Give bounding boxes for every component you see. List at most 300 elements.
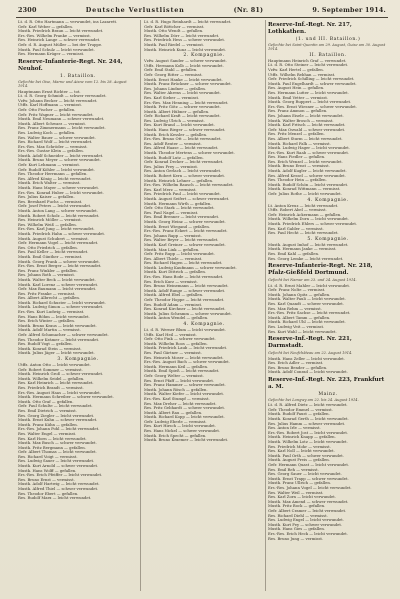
casualty-entry: Res. Walter Weil — vermisst.	[268, 490, 324, 495]
casualty-entry: Res. Theodor Herrmann — gefallen.	[18, 172, 88, 177]
casualty-entry: Gefr. Hermann Vogel — leicht verwundet.	[18, 241, 99, 246]
casualty-entry: Ers.-Res. August Haas — leicht verwundet.	[18, 390, 101, 395]
casualty-entry: Res. Paul Keller — leicht verwundet.	[18, 250, 89, 255]
casualty-entry: Res. Emil Reh — vermisst.	[268, 467, 319, 472]
casualty-entry: Res. Johann Roth — vermisst.	[18, 273, 76, 278]
casualty-entry: Res. Kurt Brand — leicht verwundet.	[144, 123, 215, 128]
casualty-entry: Ers.-Res. August Bach — schwer verwundet.	[144, 360, 230, 365]
casualty-entry: Res. Richard Hagen — leicht verwundet.	[144, 261, 223, 266]
casualty-entry: Lt. d. R. Otto Steiner — leicht verwundet.	[268, 63, 349, 68]
casualty-entry: Mustk. Ludwig Hager — leicht verwundet.	[268, 146, 351, 151]
casualty-entry: Mustk. Johann Opitz — gefallen.	[268, 292, 331, 297]
casualty-entry: Ers.-Res. Johann Pohl — leicht verwundet.	[18, 427, 100, 432]
casualty-entry: Res. Johann Lindner — gefallen.	[144, 86, 207, 91]
casualty-entry: Mustk. Walter Pauli — leicht verwundet.	[268, 297, 346, 302]
casualty-entry: Ers.-Res. Ernst Wiesner — schwer verwundet.	[268, 104, 357, 109]
casualty-entry: Res. Erich Winter — gefallen.	[18, 319, 76, 324]
casualty-entry: Res. Walter Ahrens — leicht verwundet.	[144, 91, 221, 96]
casualty-entry: Res. Albert Sturm — leicht verwundet.	[268, 136, 343, 141]
casualty-entry: Gefr. Georg Welter — vermisst.	[144, 373, 205, 378]
casualty-entry: Mustk. Walter Beck — leicht verwundet.	[18, 277, 96, 282]
casualty-entry: Vzfw. Karl Hertel — gefallen.	[268, 68, 324, 72]
casualty-entry: Res. Fritz Franke — vermisst.	[18, 291, 76, 296]
casualty-entry: Mustk. Robert Kern — schwer verwundet.	[144, 174, 226, 178]
casualty-entry: Res. Julius Frey — vermisst.	[144, 164, 199, 169]
casualty-entry: Ers.-Res. Wilhelm Rausch — leicht verwundet.	[144, 183, 234, 188]
company-heading: 4. Kompagnie.	[307, 197, 349, 203]
casualty-entry: Res. Georg Ziegler — leicht verwundet.	[18, 413, 95, 418]
casualty-entry: Mustk. Georg Heinz — schwer verwundet.	[144, 219, 226, 224]
casualty-entry: Res. Franz Winkler — gefallen.	[18, 268, 78, 273]
casualty-entry: Res. Hermann Lutter — leicht verwundet.	[268, 90, 349, 95]
casualty-entry: Res. Erich Adler — vermisst.	[268, 361, 324, 366]
casualty-entry: Mustk. Richard Kopp — leicht verwundet.	[144, 415, 225, 420]
casualty-entry: Res. Albert Thiele — vermisst.	[144, 256, 203, 261]
casualty-entry: Res. Alfred Kessel — schwer verwundet.	[268, 173, 346, 178]
casualty-entry: Mustk. Ernst Wiegand — gefallen.	[144, 224, 210, 229]
issue-number: (Nr. 81)	[233, 6, 264, 14]
casualty-entry: Ers.-Res. Erich Pfeiffer — leicht verwundet.	[18, 473, 103, 478]
regiment-heading: Reserve-Infanterie-Regt. Nr. 218, Pfalz-Gießfeld Dortmund.	[268, 263, 373, 277]
casualty-entry: Mustk. Walter Brosch — vermisst.	[268, 118, 334, 123]
casualty-entry: Mustk. Alfred Ebel — gefallen.	[144, 293, 204, 298]
casualty-entry: Res. Bruno Heinemann — leicht verwundet.	[144, 284, 229, 289]
casualty-entry: Res. Albert Albrecht — gefallen.	[18, 296, 81, 301]
casualty-entry: Mustk. Paul Riedel — vermisst.	[144, 42, 205, 47]
issue-date: 9. September 1914.	[312, 6, 386, 14]
casualty-entry: Mustk. Hans Zeller — leicht verwundet.	[268, 356, 346, 361]
casualty-entry: Gefr. Otto Fischer — gefallen.	[18, 107, 76, 112]
casualty-entry: Mustk. Adolf Schneider — leicht verwundet.	[18, 153, 104, 158]
casualty-entry: Ers.-Res. Max Henning — leicht verwundet.	[144, 100, 229, 105]
casualty-entry: Utffz. Wilhelm Rebhan — vermisst.	[268, 72, 336, 77]
casualty-entry: Mustk. Theodor Mertens — schwer verwundet.	[144, 151, 235, 156]
casualty-entry: Mustk. Adolf Hartwig — leicht verwundet.	[18, 482, 100, 487]
casualty-entry: Lt. Anton Kreuz — leicht verwundet.	[268, 203, 339, 208]
casualty-entry: Gefr. Paul Schulte — leicht verwundet.	[18, 404, 93, 409]
casualty-entry: Res. Friedrich Paul — leicht verwundet.	[144, 192, 221, 197]
casualty-entry: Res. Wilhelm Weiß — gefallen.	[18, 222, 77, 227]
casualty-entry: Res. Karl Heinrich — leicht verwundet.	[18, 381, 94, 386]
casualty-entry: Mustk. Richard Uhl — leicht verwundet.	[268, 320, 346, 325]
casualty-entry: Res. Ernst Pfaff — leicht verwundet.	[144, 378, 215, 383]
casualty-entry: Res. Emil Dietrich — vermisst.	[18, 408, 77, 413]
battle-note: Gefechte bei Saint-Quentin am 29. August, Guise am 30. August 1914.	[268, 43, 386, 52]
casualty-entry: Mustk. Max Busch — schwer verwundet.	[18, 441, 97, 446]
casualty-entry: Mustk. Adolf Martin — vermisst.	[18, 328, 81, 333]
casualty-entry: Mustk. Albert Schwarz — vermisst.	[18, 121, 87, 126]
casualty-entry: Lt. d. R. Werner Blum — leicht verwundet.	[144, 328, 226, 332]
casualty-entry: Res. Franz Ammon — gefallen.	[268, 109, 328, 114]
casualty-entry: Res. Ludwig Ulrich — vermisst.	[144, 118, 205, 123]
casualty-entry: Res. Franz Hammer — schwer verwundet.	[144, 383, 226, 388]
casualty-entry: Res. Paul Hecht — leicht verwundet.	[268, 231, 339, 236]
casualty-entry: Res. Karl Horn — leicht verwundet.	[18, 436, 87, 441]
casualty-entry: Gefr. Theodor Hoppe — leicht verwundet.	[144, 298, 225, 303]
casualty-entry: Mustk. Heinrich Knapp — gefallen.	[268, 435, 336, 440]
casualty-entry: Ers.-Res. Fritz Sachse — leicht verwundet.	[268, 311, 351, 316]
casualty-entry: Gefr. Albert Cramer — leicht verwundet.	[268, 508, 347, 513]
casualty-entry: Gefr. Otto Stark — leicht verwundet.	[144, 206, 215, 211]
casualty-entry: Mustk. Konrad Wittmann — vermisst.	[268, 187, 341, 192]
battle-note: Gefecht bei Neufchâteau am 22. August 1914.	[268, 351, 353, 356]
casualty-entry: Res. Theodor Hein — gefallen.	[268, 178, 327, 183]
casualty-entry: Mustk. Kurt Dittrich — gefallen.	[144, 270, 207, 275]
casualty-entry: Mustk. Albert Hübner — gefallen.	[144, 109, 210, 114]
casualty-entry: Gefr. Robert Sommer — vermisst.	[18, 367, 83, 372]
casualty-entry: Ers.-Res. Karl Jung — leicht verwundet.	[18, 227, 95, 232]
casualty-entry: Res. Paul Gärtner — vermisst.	[144, 350, 202, 355]
casualty-entry: Mustk. Georg Ruppert — leicht verwundet.	[268, 100, 352, 105]
casualty-entry: Mustk. Wilhelm Lotz — leicht verwundet.	[268, 440, 348, 445]
casualty-entry: Res. Bruno Jung — vermisst.	[268, 536, 324, 541]
casualty-entry: Gefr. Rudolf Köhler — leicht verwundet.	[18, 167, 96, 172]
column-1	[18, 20, 138, 593]
casualty-entry: Mustk. Kurt Fey — schwer verwundet.	[268, 522, 343, 527]
casualty-entry: Gefr. Karl Böttcher — vermisst.	[144, 24, 205, 29]
casualty-entry: Res. Hans Böhm — leicht verwundet.	[18, 314, 90, 319]
casualty-entry: Mustk. Hans Mayer — schwer verwundet.	[18, 186, 100, 191]
casualty-entry: Mustk. Bruno Kraemer — leicht verwundet.	[144, 438, 229, 443]
casualty-entry: Mustk. August Seifert — schwer verwundet.	[144, 196, 230, 201]
casualty-entry: Lt. d. R. Alfred Dietz — leicht verwundet.	[268, 403, 348, 408]
casualty-entry: Mustk. Walter Kiefer — leicht verwundet.	[144, 392, 225, 397]
casualty-entry: Mustk. Heinrich Kunz — leicht verwundet.	[144, 47, 227, 52]
casualty-entry: Mustk. Franz Ullrich — gefallen.	[268, 481, 332, 486]
casualty-entry: Res. Paul Nagel — vermisst.	[144, 210, 199, 215]
casualty-entry: Res. Bernhard Fuchs — vermisst.	[18, 199, 83, 204]
casualty-entry: Gefr. Konrad Decker — leicht verwundet.	[144, 160, 224, 165]
casualty-entry: Res. Walter Beyer — leicht verwundet.	[144, 238, 219, 243]
casualty-entry: Mustk. Friedrich Laub — leicht verwundet.	[144, 346, 228, 351]
casualty-entry: Mustk. Kurt Arnold — schwer verwundet.	[18, 464, 99, 469]
casualty-entry: Res. Bruno Ernst — vermisst.	[18, 477, 75, 482]
casualty-entry: Mustk. August Imhof — leicht verwundet.	[268, 242, 349, 247]
casualty-entry: Res. Bruno Bender — gefallen.	[268, 365, 328, 370]
casualty-entry: Mustk. Max Amend — schwer verwundet.	[268, 499, 349, 504]
casualty-entry: Res. Heinrich Moser — leicht verwundet.	[144, 355, 224, 360]
casualty-entry: Gefr. Otto Fink — schwer verwundet.	[144, 337, 216, 342]
company-heading: 3. Kompagnie.	[57, 357, 99, 362]
regiment-heading: Reserve-Infanterie-Regt. Nr. 244, Neuhof.	[18, 58, 123, 72]
battle-note: Gefecht bei Namur am 23. und 24. August 1914.	[268, 278, 357, 283]
casualty-entry: Res. Adolf Reuter — vermisst.	[144, 141, 202, 146]
casualty-entry: Res. Hermann Krüger — vermisst.	[18, 52, 85, 57]
casualty-entry: Mustk. Karl Lorenz — schwer verwundet.	[18, 282, 99, 287]
casualty-entry: Mustk. Friedrich Ehlers — schwer verwundet.	[268, 222, 358, 226]
casualty-entry: Res. Julius Kaiser — gefallen.	[18, 195, 75, 200]
casualty-entry: Mustk. Hans Gies — gefallen.	[268, 527, 326, 532]
casualty-entry: Lt. d. R. Georg Schmidt — schwer verwundet.	[18, 94, 107, 99]
casualty-entry: Res. Walter Bauer — schwer verwundet.	[18, 135, 96, 140]
casualty-entry: Res. Ludwig Engel — leicht verwundet.	[268, 518, 345, 523]
casualty-entry: Res. Heinrich Möller — vermisst.	[18, 218, 83, 223]
casualty-entry: Res. Friedrich Mohr — vermisst.	[268, 444, 331, 449]
casualty-entry: Mustk. Paul Schulz — leicht verwundet.	[18, 47, 95, 52]
casualty-entry: Mustk. Max Link — gefallen.	[144, 247, 200, 252]
casualty-entry: Vzfw. Johann Becker — leicht verwundet.	[18, 98, 98, 103]
casualty-entry: Res. Ludwig Veit — vermisst.	[268, 324, 325, 329]
casualty-entry: Mustk. Wilhelm Dorn — leicht verwundet.	[268, 217, 350, 222]
casualty-entry: Mustk. Heinrich Lehner — gefallen.	[144, 178, 214, 183]
casualty-entry: Res. Karl Quandt — schwer verwundet.	[268, 301, 345, 306]
casualty-entry: Ers.-Res. Bruno Ott — leicht verwundet.	[144, 137, 222, 142]
casualty-entry: Res. Max Dreher — leicht verwundet.	[144, 401, 217, 406]
casualty-entry: Res. Erich Wenzel — leicht verwundet.	[268, 159, 343, 164]
casualty-entry: Res. Anton Irle — vermisst.	[268, 426, 321, 431]
casualty-entry: Mustk. Robert Scholz — leicht verwundet.	[18, 213, 100, 218]
casualty-entry: Mustk. Adolf Runge — schwer verwundet.	[144, 288, 226, 293]
casualty-entry: Res. Emil Kahl — gefallen.	[268, 251, 320, 256]
casualty-entry: Res. Richard Wolf — leicht verwundet.	[18, 140, 93, 145]
regiment-heading: Reserve-Inf.-Regt. Nr. 223, Frankfurt a. M.	[268, 376, 385, 390]
casualty-entry: Mustk. Johann Rösch — gefallen.	[144, 387, 208, 392]
column-2	[144, 20, 264, 593]
casualty-entry: Res. Kurt Wahl — leicht verwundet.	[268, 329, 337, 334]
casualty-entry: Utffz. Karl Hoffmann — vermisst.	[18, 103, 83, 108]
casualty-entry: Res. Emil Brenner — leicht verwundet.	[144, 215, 220, 220]
casualty-entry: Mustk. Hermann Schreiber — schwer verwundet.	[18, 395, 114, 400]
casualty-entry: Mustk. Rudolf Faust — gefallen.	[268, 412, 330, 417]
casualty-entry: Gefr. Georg Ritter — vermisst.	[144, 72, 203, 77]
casualty-entry: Gefr. Emil Stahl — gefallen.	[144, 68, 198, 73]
casualty-entry: Mustk. Hans Rieger — schwer verwundet.	[144, 128, 226, 133]
casualty-entry: Gefr. Richard Kraft — leicht verwundet.	[144, 114, 221, 119]
casualty-entry: Res. Ludwig Koch — gefallen.	[18, 130, 76, 135]
page-header	[18, 4, 386, 16]
company-heading: II. Bataillon.	[309, 52, 347, 58]
casualty-entry: Mustk. Julius Jäger — leicht verwundet.	[18, 351, 95, 356]
casualty-entry: Res. Erich Kurz — vermisst.	[144, 279, 198, 284]
casualty-entry: Lt. d. R. Hugo Reinhardt — leicht verwundet.	[144, 20, 232, 24]
casualty-entry: Gefr. Fritz Wagner — leicht verwundet.	[18, 112, 94, 117]
company-heading: 4. Kompagnie.	[183, 322, 225, 327]
casualty-entry: Mustk. Bruno Ernst — vermisst.	[268, 164, 330, 169]
casualty-entry: Gefr. Max Oswald — schwer verwundet.	[268, 127, 346, 132]
casualty-entry: Mustk. Konrad Stein — vermisst.	[18, 346, 82, 351]
casualty-entry: Res. Wilhelm Dörr — leicht verwundet.	[144, 33, 220, 38]
casualty-entry: Mustk. Rudolf Lutz — gefallen.	[144, 155, 204, 160]
casualty-entry: Mustk. August Preis — gefallen.	[268, 458, 330, 463]
company-heading: 2. Kompagnie.	[183, 53, 225, 59]
casualty-entry: Res. Richard Voigt — vermisst.	[18, 454, 78, 459]
casualty-entry: Res. Karl Zorn — leicht verwundet.	[268, 495, 336, 500]
casualty-entry: Ers.-Res. Erich Heck — leicht verwundet.	[268, 531, 349, 536]
casualty-entry: Gefr. Albert Thomas — leicht verwundet.	[18, 450, 97, 455]
casualty-entry: Res. Karl Sieber — vermisst.	[144, 95, 200, 100]
casualty-entry: Mustk. Hermann Keil — gefallen.	[144, 364, 209, 369]
casualty-entry: Mustk. Ludwig Simon — schwer verwundet.	[18, 305, 104, 310]
casualty-entry: Res. Georg Lemke — leicht verwundet.	[268, 256, 344, 261]
casualty-entry: Res. Rudolf Vogt — gefallen.	[18, 342, 73, 347]
casualty-entry: Gefr. Friedrich Schilling — leicht verwundet.	[268, 77, 355, 82]
casualty-entry: Mustk. Wilhelm Seidel — gefallen.	[18, 376, 85, 381]
casualty-entry: Res. Max Rehm — vermisst.	[268, 306, 322, 311]
casualty-entry: Mustk. Paul Orth — schwer verwundet.	[268, 453, 344, 458]
casualty-entry: Res. Anton Gerlach — leicht verwundet.	[144, 169, 222, 174]
casualty-entry: Res. Alfred Haase — leicht verwundet.	[144, 146, 219, 151]
casualty-entry: Mustk. Rudolf Schön — leicht verwundet.	[268, 182, 349, 187]
casualty-entry: Ers.-Res. Johann Vogel — leicht verwundet.	[268, 485, 352, 490]
casualty-entry: Hauptmann Ernst Richter — tot.	[18, 89, 81, 94]
casualty-entry: Mustk. Otto Graf — gefallen.	[18, 399, 74, 404]
casualty-entry: Mustk. Hermann Janke — vermisst.	[268, 247, 337, 252]
casualty-entry: Mustk. Wilhelm Roos — gefallen.	[144, 341, 208, 346]
casualty-entry: Res. Theodor Krämer — leicht verwundet.	[18, 337, 100, 342]
casualty-entry: Res. Ludwig Sauer — leicht verwundet.	[18, 459, 95, 464]
casualty-entry: Lt. d. R. Ernst Mahler — leicht verwundet.	[268, 283, 351, 288]
casualty-entry: Ers.-Res. Karl Stumpf — vermisst.	[144, 396, 210, 401]
casualty-entry: Gefr. Kurt Lehmann — vermisst.	[18, 163, 81, 168]
casualty-entry: Gefr. Julius Rothe — leicht verwundet.	[268, 192, 342, 197]
casualty-entry: Res. August Hein — gefallen.	[268, 86, 325, 91]
casualty-entry: Ers.-Res. Wilhelm Franke — vermisst.	[18, 33, 92, 38]
casualty-entry: Mustk. Ernst Kuhn — schwer verwundet.	[18, 418, 98, 423]
casualty-entry: Gefr. Josef Peters — leicht verwundet.	[18, 204, 92, 209]
page-number: 2300	[18, 6, 37, 14]
casualty-entry: Gefr. d. R. August Müller — bei der Truppe.	[18, 42, 103, 47]
casualty-entry: Mustk. Emil Neumann — schwer verwundet.	[18, 117, 105, 122]
casualty-entry: Gefr. Karl Weber — gefallen.	[18, 24, 74, 29]
column-divider-1	[140, 20, 141, 591]
casualty-entry: Mustk. Ernst Hanke — leicht verwundet.	[144, 77, 223, 82]
casualty-entry: Res. Karl Merz — vermisst.	[144, 187, 197, 192]
casualty-entry: Lt. d. R. Otto Hartmann — verwundet, ins Lazarett.	[18, 20, 118, 24]
header-rule	[16, 17, 388, 18]
casualty-entry: Mustk. Albert Tamm — gefallen.	[268, 315, 331, 320]
casualty-entry: Res. Julius Hamm — schwer verwundet.	[268, 421, 346, 426]
casualty-entry: Res. Rudolf Marx — leicht verwundet.	[18, 496, 92, 501]
casualty-entry: Res. Karl Noll — leicht verwundet.	[268, 449, 335, 454]
casualty-entry: Res. Walter Engel — vermisst.	[18, 431, 77, 436]
casualty-entry: Res. Rudolf Adam — vermisst.	[144, 302, 203, 307]
casualty-entry: Gefr. Heinrich Ackermann — gefallen.	[268, 212, 342, 217]
casualty-entry: Ers.-Res. Konrad Huber — leicht verwundet.	[18, 190, 104, 195]
casualty-entry: Mustk. Julius Schramm — schwer verwundet.	[144, 311, 232, 316]
casualty-entry: Vzfw. August Sander — schwer verwundet.	[144, 59, 227, 64]
casualty-entry: Mustk. Paul Engelhardt — schwer verwundet.	[268, 81, 357, 86]
regiment-heading: Reserve-Inf.-Regt. Nr. 221, Darmstadt.	[268, 336, 352, 350]
casualty-entry: Mustk. Emil Spieß — leicht verwundet.	[144, 369, 220, 374]
casualty-entry: Mustk. Konrad Gerth — leicht verwundet.	[268, 417, 349, 422]
casualty-entry: Mustk. Karl Fritsch — leicht verwundet.	[268, 123, 346, 128]
casualty-entry: Res. Konrad Kirchner — leicht verwundet.	[144, 307, 226, 312]
casualty-entry: Res. Theodor Ebert — gefallen.	[18, 491, 79, 496]
casualty-entry: Mustk. Albert Rau — gefallen.	[144, 410, 203, 415]
casualty-entry: Res. Georg Sauer — leicht verwundet.	[268, 472, 342, 477]
publication-title: Deutsche Verlustlisten	[85, 6, 185, 14]
casualty-entry: Mustk. Otto Wendt — gefallen.	[144, 29, 204, 34]
casualty-entry: Mustk. Erich Kessler — gefallen.	[144, 132, 208, 137]
casualty-entry: Mustk. Friedrich Hahn — schwer verwundet.	[18, 231, 106, 236]
company-heading: 5. Kompagnie.	[307, 236, 349, 242]
casualty-entry: Mustk. Bruno Meyer — schwer verwundet.	[18, 158, 101, 163]
casualty-entry: Mustk. Karl Greiner — schwer verwundet.	[144, 242, 226, 247]
regiment-heading: Reserve-Inf.-Regt. Nr. 217, Lothkathen.	[268, 22, 352, 35]
casualty-entry: Utffz. Hermann Kolb — leicht verwundet.	[144, 63, 224, 68]
casualty-entry: Mustk. Adolf Kugler — leicht verwundet.	[268, 169, 347, 174]
regiment-subheading: (1. und III. Bataillon.)	[295, 37, 361, 42]
casualty-entry: Gefr. Max Baumann — leicht verwundet.	[18, 287, 97, 292]
casualty-entry: Mustk. Adolf Conrad — leicht verwundet.	[268, 370, 348, 375]
casualty-entry: Res. Alfred König — leicht verwundet.	[18, 176, 92, 181]
battle-note: Gefechte bei Longwy am 22. bis 24. August 1914.	[268, 397, 359, 402]
column-3	[268, 20, 388, 593]
casualty-entry: Res. Friedrich Brandt — vermisst.	[18, 385, 84, 390]
casualty-entry: Res. Johann Rapp — vermisst.	[144, 233, 203, 238]
casualty-entry: Res. Fritz Menzel — gefallen.	[268, 132, 325, 137]
casualty-entry: Res. Hans Nickel — schwer verwundet.	[144, 429, 221, 434]
column-divider-2	[265, 20, 266, 591]
casualty-entry: Gefr. Franz Nolte — vermisst.	[268, 288, 326, 293]
casualty-entry: Mustk. Fritz Götz — schwer verwundet.	[144, 105, 221, 110]
casualty-entry: Res. Otto Friedrich — gefallen.	[18, 245, 78, 250]
casualty-entry: Utffz. Karl Heil — vermisst.	[144, 332, 198, 337]
casualty-entry: Mustk. Georg Frank — schwer verwundet.	[18, 259, 101, 264]
casualty-entry: Mustk. Fritz Bergmann — gefallen.	[18, 445, 86, 450]
regiment-subheading: 1. Bataillon.	[60, 73, 96, 79]
casualty-entry: Mustk. Ludwig Kaufmann — schwer verwundet.	[144, 265, 237, 270]
casualty-entry: Mustk. Fritz Bock — gefallen.	[268, 504, 326, 509]
casualty-entry: Mustk. August Schubert — vermisst.	[18, 236, 89, 241]
casualty-entry: Ers.-Res. Kurt Raab — schwer verwundet.	[268, 150, 350, 155]
casualty-entry: Mustk. Richard Falk — vermisst.	[268, 141, 331, 146]
casualty-entry: Mustk. Franz Brückner — schwer verwundet.	[144, 82, 232, 87]
casualty-entry: Mustk. Richard Schuster — leicht verwundet.	[18, 300, 106, 305]
casualty-entry: Ers.-Res. Gustav Klein — gefallen.	[18, 149, 84, 154]
casualty-entry: Res. Fritz Gebhardt — schwer verwundet.	[144, 406, 226, 411]
casualty-entry: Ers.-Res. Robert Jost — leicht verwundet.	[268, 430, 349, 435]
casualty-entry: Res. Franz Zimmermann — leicht verwundet.	[18, 126, 106, 131]
casualty-entry: Res. Richard Diehl — vermisst.	[268, 513, 328, 518]
casualty-entry: Res. Friedrich Hess — schwer verwundet.	[144, 38, 226, 43]
casualty-entry: Utffz. Anton Otto — leicht verwundet.	[18, 363, 91, 367]
casualty-entry: Mustk. Anton Lang — schwer verwundet.	[18, 209, 98, 213]
casualty-entry: Mustk. Hermann Wirth — gefallen.	[144, 201, 212, 206]
casualty-entry: Res. Heinrich Lange — schwer verwundet.	[18, 38, 101, 43]
casualty-entry: Gefr. Ludwig Eberle — vermisst.	[144, 419, 207, 424]
casualty-entry: Mustk. Heinrich Groß — schwer verwundet.	[18, 372, 104, 377]
casualty-entry: Res. Kurt Hirsch — leicht verwundet.	[144, 424, 217, 429]
casualty-entry: Mustk. Franz Kühn — gefallen.	[18, 422, 78, 427]
battle-note: Gefechte bei Oise, Marne und Aisne vom 12. bis 28. August 1914.	[18, 79, 127, 89]
casualty-entry: Mustk. Bruno Kraus — leicht verwundet.	[18, 323, 97, 328]
casualty-entry: Mustk. Hans Wolff — gefallen.	[18, 468, 77, 473]
casualty-entry: Mustk. Erich Specht — gefallen.	[144, 433, 207, 438]
casualty-entry: Mustk. Erich Walter — vermisst.	[18, 181, 81, 186]
casualty-entry: Mustk. Friedrich Braun — leicht verwundet.	[18, 29, 104, 34]
casualty-entry: Mustk. Ernst Trapp — schwer verwundet.	[268, 476, 349, 481]
casualty-entry: Mustk. Anton Wendel — gefallen.	[144, 316, 209, 321]
casualty-entry: Ers.-Res. Franz Eckert — leicht verwundet.	[144, 229, 228, 234]
casualty-entry: Res. Johann Eisele — leicht verwundet.	[268, 113, 344, 118]
casualty-entry: Utffz. Robert Abel — vermisst.	[268, 208, 327, 213]
regiment-subheading: Mainz.	[318, 391, 338, 397]
casualty-entry: Gefr. Fritz Rupp — leicht verwundet.	[144, 252, 216, 257]
casualty-entry: Res. Hans Fiedler — gefallen.	[268, 155, 326, 160]
casualty-entry: Hauptmann Heinrich Graf — verwundet.	[268, 58, 347, 63]
casualty-entry: Ers.-Res. Kurt Ludwig — vermisst.	[18, 310, 85, 315]
casualty-entry: Ers.-Res. Max Schröder — vermisst.	[18, 144, 88, 149]
casualty-entry: Res. Karl Gabler — vermisst.	[268, 226, 324, 231]
casualty-entry: Mustk. Emil Vetter — vermisst.	[268, 95, 329, 100]
casualty-entry: Gefr. Hermann Quast — leicht verwundet.	[268, 463, 350, 467]
casualty-entry: Ers.-Res. Ernst Berger — leicht verwundet.	[18, 264, 102, 269]
casualty-entry: Mustk. Emil Günther — vermisst.	[18, 254, 83, 259]
casualty-entry: Ers.-Res. Hans Bode — leicht verwundet.	[144, 275, 224, 280]
casualty-entry: Gefr. Theodor Emmel — vermisst.	[268, 407, 334, 412]
casualty-entry: Mustk. Alfred Thiel — schwer verwundet.	[18, 487, 99, 492]
